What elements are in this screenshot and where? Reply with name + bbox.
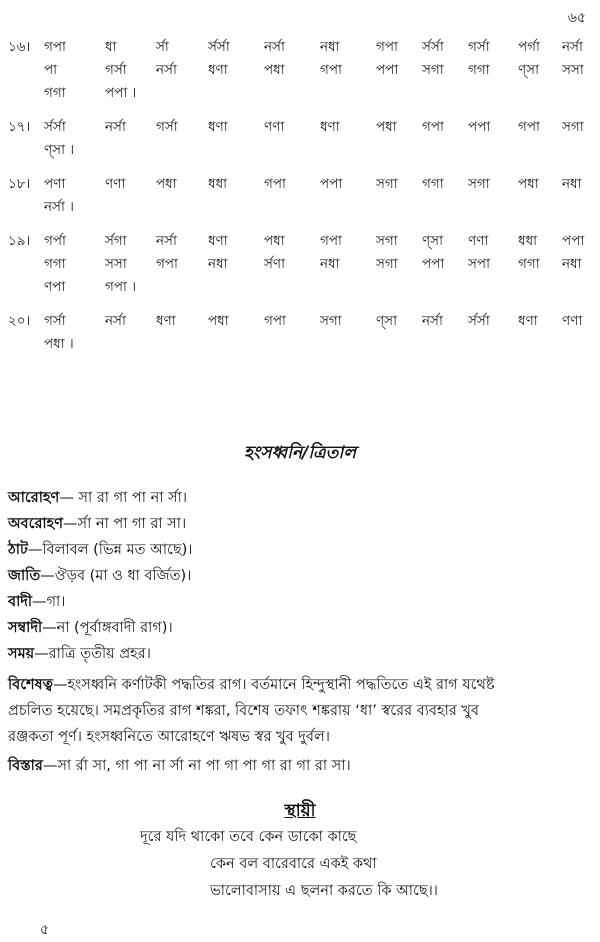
info-value: —রাত্রি তৃতীয় প্রহর। (34, 646, 151, 662)
swara-group: পপা । (105, 85, 137, 101)
visheshatva-line (8, 724, 593, 750)
swara-group: ণণা (105, 176, 126, 192)
info-value: — সা রা গা পা না র্সা। (59, 490, 188, 506)
swara-group: পপা (376, 62, 399, 78)
swara-group: র্সর্সা (44, 119, 66, 135)
swara-group: গপা (264, 176, 286, 192)
swara-group: গগা (468, 62, 490, 78)
vistar-value: —সা র্রা সা, গা পা না র্সা না পা গা পা গা রা গা রা সা। (42, 758, 351, 774)
sequence-line (0, 333, 600, 356)
sequence-line (0, 116, 600, 139)
swara-group: র্সা (156, 39, 169, 55)
swara-group: গপা (264, 313, 286, 329)
swara-group: নধা (562, 176, 582, 192)
swara-group: ধণা (320, 119, 340, 135)
swara-group: সগা (376, 256, 398, 272)
swara-group: ধণা (208, 119, 228, 135)
swara-group: ধণা (518, 313, 538, 329)
swara-group: পধা (518, 176, 539, 192)
swara-group: নধা (320, 39, 340, 55)
swara-group: নর্সা । (44, 199, 75, 215)
vistar-key: বিস্তার (8, 758, 43, 774)
swara-group: র্সগা (105, 233, 127, 249)
info-key: জাতি (8, 568, 41, 584)
info-line (8, 510, 186, 538)
info-key: ঠাট (8, 542, 28, 558)
swara-group: গর্সা (105, 62, 127, 78)
raga-visheshatva (8, 672, 593, 750)
sequence-line (0, 173, 600, 196)
swara-group: গপা (422, 119, 444, 135)
swara-group: পপা (320, 176, 343, 192)
sequence-line (0, 230, 600, 253)
info-key: সময় (8, 646, 35, 662)
swara-group: ধণা (208, 233, 228, 249)
swara-group: ধা (105, 39, 117, 55)
info-value: —বিলাবল (ভিন্ন মত আছে)। (27, 542, 193, 558)
swara-group: গর্সা (468, 39, 490, 55)
info-line (8, 588, 65, 616)
swara-group: পর্গা (518, 39, 540, 55)
swara-group: ণ্সা (376, 313, 397, 329)
swara-group: পধা (156, 176, 177, 192)
swara-group: সগা (562, 119, 584, 135)
sequence-block (0, 173, 600, 219)
sequence-label: ১৬। (8, 39, 31, 55)
swara-group: গগা (422, 176, 444, 192)
swara-group: গপা (376, 39, 398, 55)
swara-group: র্সর্সা (468, 313, 490, 329)
info-value: —ঔড়ব (মা ও ধা বর্জিত)। (40, 568, 192, 584)
swara-group: নর্সা (156, 233, 177, 249)
info-line (8, 562, 191, 590)
swara-group: ণণা (468, 233, 489, 249)
visheshatva-text: রঞ্জকতা পূর্ণ। হংসধ্বনিতে আরোহণে ঋষভ স্বর খুব দুর্বল। (8, 729, 330, 745)
swara-group: পা (44, 62, 58, 78)
swara-group: গর্পা (44, 233, 66, 249)
sequence-line (0, 310, 600, 333)
swara-group: ধণা (208, 62, 228, 78)
sequence-block (0, 230, 600, 299)
sequence-line (0, 196, 600, 219)
info-value: —গা। (32, 594, 66, 610)
sequence-line (0, 82, 600, 105)
swara-group: সগা (320, 313, 342, 329)
swara-group: র্সর্সা (208, 39, 230, 55)
swara-group: সসা (105, 256, 127, 272)
page-number-bottom: ৫ (40, 922, 50, 938)
visheshatva-text: —হংসধ্বনি কর্ণাটকী পদ্ধতির রাগ। বর্তমানে হিন্দুস্থানী পদ্ধতিতে এই রাগ যথেষ্ট (52, 677, 495, 693)
visheshatva-line (8, 672, 593, 698)
info-key: আরোহণ (8, 490, 60, 506)
swara-group: পধা (264, 233, 285, 249)
swara-group: গপা (44, 39, 66, 55)
page-number-top: ৬৫ (567, 10, 586, 26)
info-value: —র্সা না পা গা রা সা। (63, 516, 187, 532)
sequence-block (0, 310, 600, 356)
sequence-block (0, 36, 600, 105)
swara-group: গপা (518, 119, 540, 135)
lyric-line-3: ভালোবাসায় এ ছলনা করতে কি আছে।। (210, 883, 438, 899)
swara-group: নধা (320, 256, 340, 272)
swara-group: গগা (44, 85, 66, 101)
swara-group: নর্সা (105, 313, 126, 329)
swara-group: ণ্সা (422, 233, 443, 249)
info-value: —না (পূর্বাঙ্গবাদী রাগ)। (42, 620, 173, 636)
swara-group: গগা (518, 256, 540, 272)
swara-group: পপা (468, 119, 491, 135)
swara-group: পধা । (44, 336, 74, 352)
swara-group: গপা (320, 233, 342, 249)
info-line (8, 640, 151, 668)
sequence-line (0, 139, 600, 162)
info-key: বাদী (8, 594, 33, 610)
swara-group: র্সণা (264, 256, 285, 272)
swara-group: সগা (376, 176, 398, 192)
sequence-line (0, 59, 600, 82)
visheshatva-text: প্রচলিত হয়েছে। সমপ্রকৃতির রাগ শঙ্করা, বিশেষ তফাৎ শঙ্করায় ‘ধা’ স্বরের ব্যবহার খুব (8, 703, 479, 719)
swara-group: ধণা (156, 313, 176, 329)
swara-group: পণা (44, 176, 66, 192)
swara-group: নর্সা (105, 119, 126, 135)
sequence-label: ১৭। (8, 119, 31, 135)
swara-group: নর্সা (422, 313, 443, 329)
swara-group: ধধা (208, 176, 228, 192)
sequence-line (0, 36, 600, 59)
lyric-line-2: কেন বল বারেবারে একই কথা (210, 856, 377, 872)
info-line (8, 536, 192, 564)
swara-group: গর্সা (156, 119, 178, 135)
lyric-line-1: দূরে যদি থাকো তবে কেন ডাকো কাছে (140, 829, 357, 845)
swara-group: নর্সা (264, 39, 285, 55)
swara-group: ণ্সা (518, 62, 539, 78)
swara-group: সসা (562, 62, 584, 78)
info-key: সম্বাদী (8, 620, 43, 636)
swara-group: গর্সা (44, 313, 66, 329)
info-key: অবরোহণ (8, 516, 64, 532)
swara-group: পধা (376, 119, 397, 135)
sequence-line (0, 253, 600, 276)
swara-group: গপা । (105, 279, 137, 295)
swara-group: র্সর্সা (422, 39, 444, 55)
raga-vistar (8, 752, 351, 780)
swara-group: নধা (208, 256, 228, 272)
swara-group: ণপা (44, 279, 66, 295)
sequence-line (0, 276, 600, 299)
swara-group: সগা (422, 62, 444, 78)
sequence-label: ২০। (8, 313, 31, 329)
swara-group: গপা (320, 62, 342, 78)
swara-group: সপা (468, 256, 490, 272)
swara-group: ধধা (518, 233, 538, 249)
swara-group: পধা (208, 313, 229, 329)
raga-title: হংসধ্বনি/ত্রিতাল (243, 443, 357, 463)
swara-group: গপা (156, 256, 178, 272)
swara-group: সগা (468, 176, 490, 192)
sequence-label: ১৮। (8, 176, 31, 192)
swara-group: নধা (562, 256, 582, 272)
swara-group: পপা (422, 256, 445, 272)
swara-group: গগা (44, 256, 66, 272)
swara-group: সগা (376, 233, 398, 249)
swara-group: ণণা (264, 119, 285, 135)
swara-group: নর্সা (562, 39, 583, 55)
sequence-block (0, 116, 600, 162)
info-line (8, 614, 173, 642)
swara-group: পপা (562, 233, 585, 249)
swara-group: পধা (264, 62, 285, 78)
swara-group: ণণা (562, 313, 583, 329)
sequence-label: ১৯। (8, 233, 31, 249)
info-line (8, 484, 187, 512)
visheshatva-key: বিশেষত্ব (8, 677, 53, 693)
swara-group: ণ্সা । (44, 142, 75, 158)
visheshatva-line (8, 698, 593, 724)
sthayi-title: স্থায়ী (284, 801, 316, 821)
swara-group: নর্সা (156, 62, 177, 78)
